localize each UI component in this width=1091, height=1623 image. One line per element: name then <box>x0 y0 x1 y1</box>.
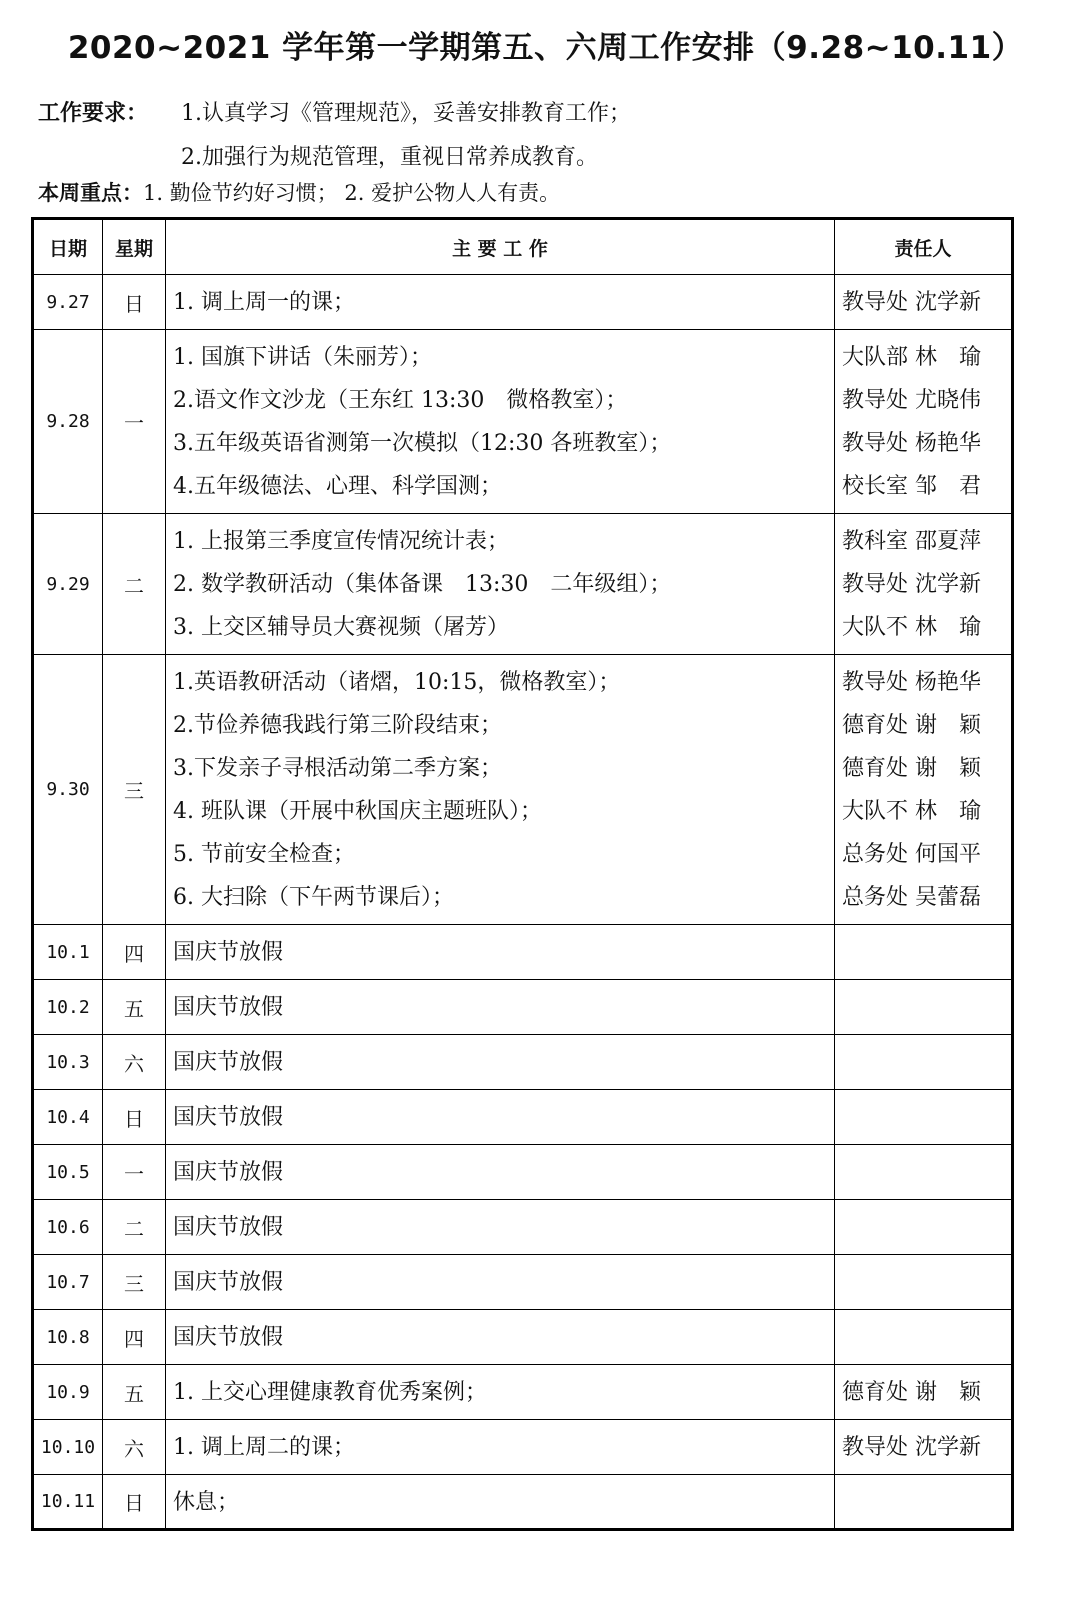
table-row <box>33 514 1013 655</box>
row-responsible <box>835 655 1013 925</box>
row-date: 10.4 <box>33 1090 103 1145</box>
table-row <box>33 1420 1013 1475</box>
row-responsible <box>835 1420 1013 1475</box>
row-tasks <box>166 980 835 1035</box>
focus-text: 1. 勤俭节约好习惯； 2. 爱护公物人人有责。 <box>143 181 561 205</box>
task-item: 6. 大扫除（下午两节课后）； <box>173 885 454 910</box>
header-main-work: 主 要 工 作 <box>166 219 835 275</box>
task-item: 1. 上交心理健康教育优秀案例； <box>173 1380 487 1405</box>
row-date: 10.5 <box>33 1145 103 1200</box>
row-responsible <box>835 1090 1013 1145</box>
table-row <box>33 925 1013 980</box>
schedule-rows <box>33 275 1013 1530</box>
task-item: 国庆节放假 <box>173 1105 284 1130</box>
row-tasks <box>166 1310 835 1365</box>
task-item: 3.五年级英语省测第一次模拟（12:30 各班教室）； <box>173 431 672 456</box>
responsible-person: 教导处 沈学新 <box>842 1435 981 1460</box>
row-responsible <box>835 1475 1013 1530</box>
task-item: 1.英语教研活动（诸熠，10:15，微格教室）； <box>173 670 621 695</box>
task-item: 国庆节放假 <box>173 1050 284 1075</box>
task-item: 2.节俭养德我践行第三阶段结束； <box>173 713 502 738</box>
responsible-person: 教导处 杨艳华 <box>842 670 981 695</box>
row-date: 10.7 <box>33 1255 103 1310</box>
responsible-person: 总务处 吴蕾磊 <box>842 885 981 910</box>
row-tasks <box>166 1420 835 1475</box>
row-date: 10.3 <box>33 1035 103 1090</box>
table-row <box>33 980 1013 1035</box>
row-weekday: 一 <box>103 1145 166 1200</box>
page-title: 2020~2021 学年第一学期第五、六周工作安排（9.28~10.11） <box>67 30 1024 66</box>
row-responsible <box>835 1200 1013 1255</box>
row-responsible <box>835 1145 1013 1200</box>
schedule-table <box>31 217 1014 1531</box>
row-weekday: 日 <box>103 275 166 330</box>
row-tasks <box>166 655 835 925</box>
responsible-person: 教科室 邵夏萍 <box>842 529 981 554</box>
row-date: 10.1 <box>33 925 103 980</box>
row-date: 10.9 <box>33 1365 103 1420</box>
row-date: 9.27 <box>33 275 103 330</box>
task-item: 国庆节放假 <box>173 1160 284 1185</box>
row-weekday: 一 <box>103 330 166 514</box>
task-item: 2.语文作文沙龙（王东红 13:30 微格教室）； <box>173 388 628 413</box>
row-responsible <box>835 514 1013 655</box>
row-tasks <box>166 1035 835 1090</box>
row-tasks <box>166 1090 835 1145</box>
table-row <box>33 1200 1013 1255</box>
responsible-person: 总务处 何国平 <box>842 842 981 867</box>
table-row <box>33 330 1013 514</box>
header-date: 日期 <box>33 219 103 275</box>
responsible-person: 德育处 谢 颖 <box>842 713 981 738</box>
row-weekday: 四 <box>103 925 166 980</box>
row-responsible <box>835 980 1013 1035</box>
row-tasks <box>166 514 835 655</box>
task-item: 5. 节前安全检查； <box>173 842 355 867</box>
task-item: 1. 上报第三季度宣传情况统计表； <box>173 529 509 554</box>
responsible-person: 大队不 林 瑜 <box>842 615 981 640</box>
table-row <box>33 275 1013 330</box>
table-row <box>33 1090 1013 1145</box>
row-tasks <box>166 1475 835 1530</box>
row-tasks <box>166 1255 835 1310</box>
row-responsible <box>835 1310 1013 1365</box>
row-weekday: 三 <box>103 1255 166 1310</box>
responsible-person: 德育处 谢 颖 <box>842 756 981 781</box>
task-item: 国庆节放假 <box>173 1270 284 1295</box>
table-header-row <box>33 219 1013 275</box>
responsible-person: 教导处 沈学新 <box>842 572 981 597</box>
row-date: 10.2 <box>33 980 103 1035</box>
row-weekday: 六 <box>103 1420 166 1475</box>
table-row <box>33 1365 1013 1420</box>
focus-label: 本周重点： <box>38 181 143 205</box>
task-item: 1. 调上周一的课； <box>173 290 355 315</box>
row-date: 10.8 <box>33 1310 103 1365</box>
row-date: 9.30 <box>33 655 103 925</box>
row-date: 9.28 <box>33 330 103 514</box>
row-weekday: 二 <box>103 1200 166 1255</box>
responsible-person: 教导处 杨艳华 <box>842 431 981 456</box>
row-weekday: 四 <box>103 1310 166 1365</box>
responsible-person: 大队部 林 瑜 <box>842 345 981 370</box>
task-item: 4.五年级德法、心理、科学国测； <box>173 474 502 499</box>
row-tasks <box>166 1200 835 1255</box>
requirement-item: 2.加强行为规范管理，重视日常养成教育。 <box>181 145 598 170</box>
row-weekday: 二 <box>103 514 166 655</box>
task-item: 3.下发亲子寻根活动第二季方案； <box>173 756 502 781</box>
requirements-label: 工作要求： <box>38 101 149 126</box>
table-row <box>33 655 1013 925</box>
row-tasks <box>166 925 835 980</box>
row-weekday: 日 <box>103 1475 166 1530</box>
weekly-focus <box>38 178 560 208</box>
row-tasks <box>166 1145 835 1200</box>
header-weekday: 星期 <box>103 219 166 275</box>
row-date: 10.6 <box>33 1200 103 1255</box>
work-requirements <box>38 92 631 180</box>
responsible-person: 德育处 谢 颖 <box>842 1380 981 1405</box>
header-responsible: 责任人 <box>835 219 1013 275</box>
table-row <box>33 1145 1013 1200</box>
row-date: 10.10 <box>33 1420 103 1475</box>
row-date: 10.11 <box>33 1475 103 1530</box>
row-responsible <box>835 330 1013 514</box>
row-responsible <box>835 1035 1013 1090</box>
table-row <box>33 1035 1013 1090</box>
table-row <box>33 1475 1013 1530</box>
task-item: 1. 国旗下讲话（朱丽芳）； <box>173 345 432 370</box>
task-item: 4. 班队课（开展中秋国庆主题班队）； <box>173 799 542 824</box>
table-row <box>33 1310 1013 1365</box>
responsible-person: 教导处 尤晓伟 <box>842 388 981 413</box>
row-tasks <box>166 330 835 514</box>
task-item: 国庆节放假 <box>173 995 284 1020</box>
responsible-person: 校长室 邹 君 <box>842 474 981 499</box>
row-weekday: 五 <box>103 1365 166 1420</box>
row-weekday: 日 <box>103 1090 166 1145</box>
row-responsible <box>835 1255 1013 1310</box>
task-item: 国庆节放假 <box>173 940 284 965</box>
row-tasks <box>166 1365 835 1420</box>
responsible-person: 大队不 林 瑜 <box>842 799 981 824</box>
task-item: 3. 上交区辅导员大赛视频（屠芳） <box>173 615 509 640</box>
task-item: 1. 调上周二的课； <box>173 1435 355 1460</box>
task-item: 2. 数学教研活动（集体备课 13:30 二年级组）； <box>173 572 672 597</box>
row-weekday: 六 <box>103 1035 166 1090</box>
row-responsible <box>835 1365 1013 1420</box>
responsible-person: 教导处 沈学新 <box>842 290 981 315</box>
row-responsible <box>835 925 1013 980</box>
row-weekday: 五 <box>103 980 166 1035</box>
row-responsible <box>835 275 1013 330</box>
task-item: 休息； <box>173 1490 240 1515</box>
task-item: 国庆节放假 <box>173 1325 284 1350</box>
requirement-item: 1.认真学习《管理规范》，妥善安排教育工作； <box>181 101 631 126</box>
row-tasks <box>166 275 835 330</box>
row-date: 9.29 <box>33 514 103 655</box>
row-weekday: 三 <box>103 655 166 925</box>
table-row <box>33 1255 1013 1310</box>
task-item: 国庆节放假 <box>173 1215 284 1240</box>
